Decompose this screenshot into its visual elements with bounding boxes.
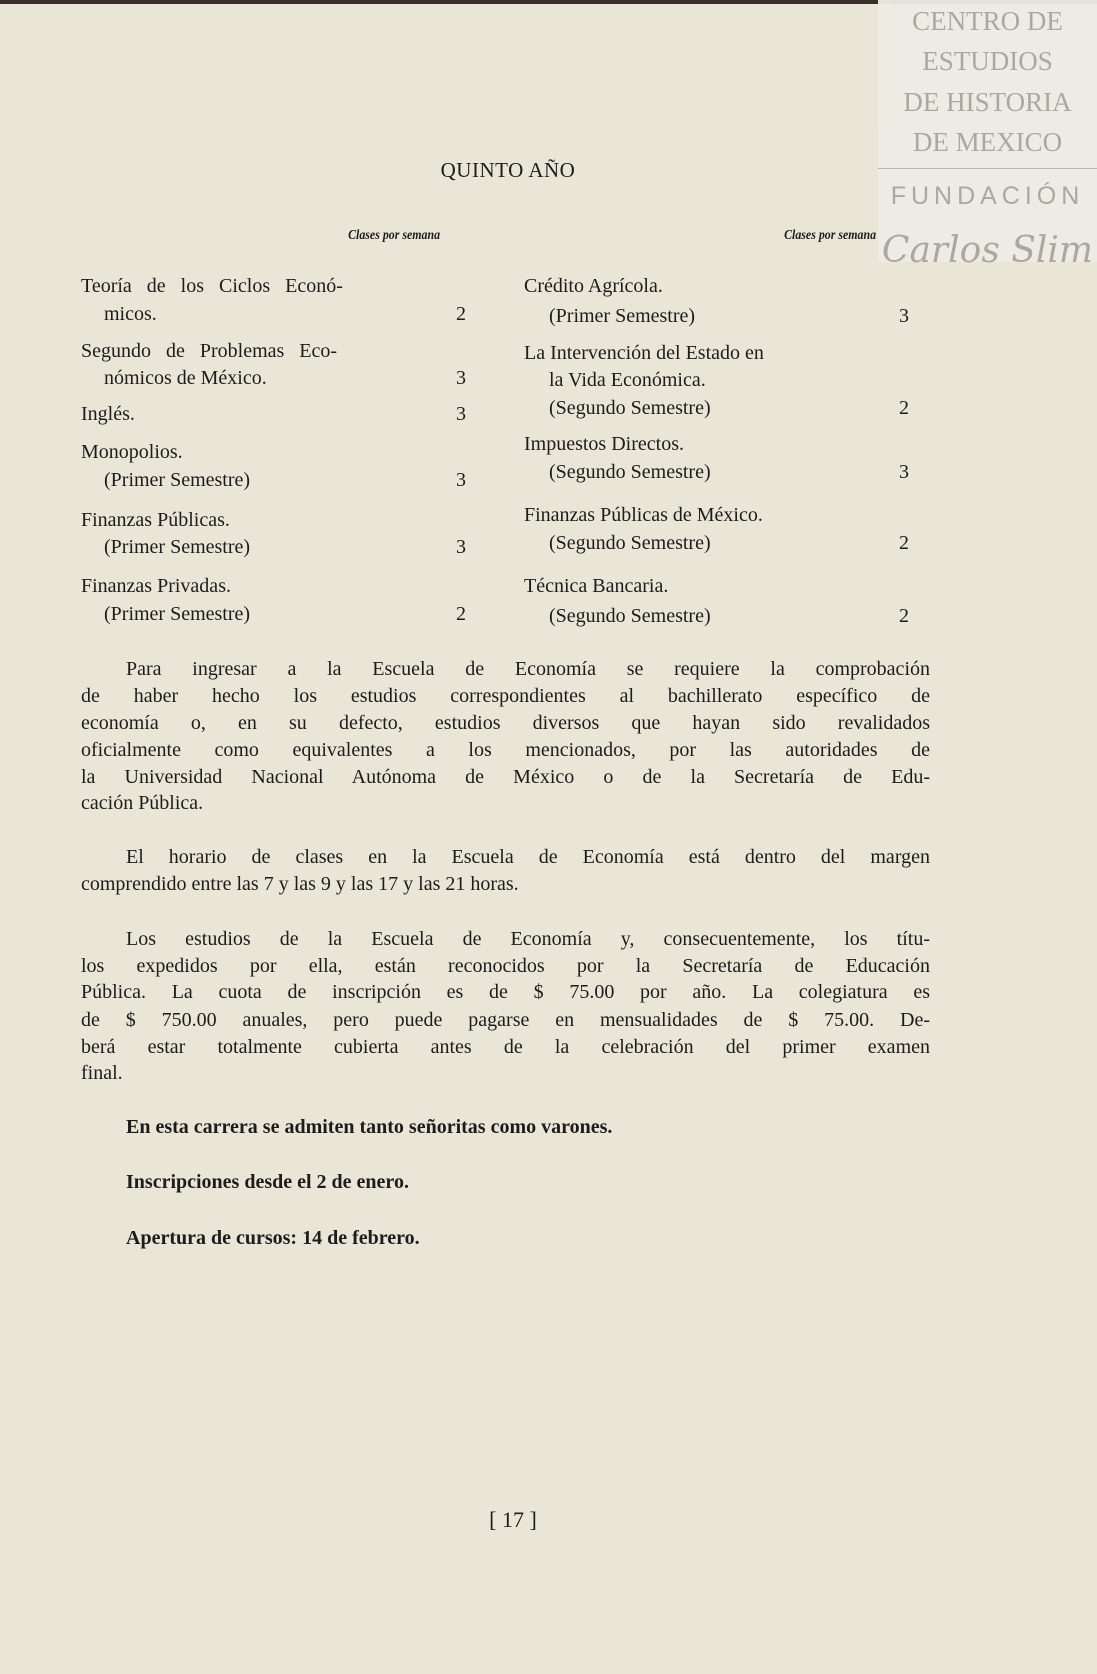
- paragraph-line: El horario de clases en la Escuela de Economía está dentro del margen: [126, 846, 930, 868]
- course-line: (Primer Semestre): [104, 469, 251, 491]
- course-line: (Segundo Semestre): [549, 605, 711, 627]
- paragraph-line: berá estar totalmente cubierta antes de la celebración del primer examen: [81, 1036, 930, 1058]
- course-hours: 2: [899, 397, 909, 419]
- paragraph-line: Apertura de cursos: 14 de febrero.: [126, 1227, 420, 1249]
- course-line: micos.: [104, 303, 157, 325]
- paragraph-line: Pública. La cuota de inscripción es de $ 75.00 por año. La colegiatura es: [81, 981, 930, 1003]
- course-line: Teoría de los Ciclos Econó-: [81, 275, 343, 297]
- paragraph-line: comprendido entre las 7 y las 9 y las 17 y las 21 horas.: [81, 873, 519, 895]
- course-hours: 3: [899, 305, 909, 327]
- course-line: Crédito Agrícola.: [524, 275, 663, 297]
- course-hours: 3: [456, 367, 466, 389]
- paragraph-line: oficialmente como equivalentes a los mencionados, por las autoridades de: [81, 739, 930, 761]
- paragraph-line: final.: [81, 1062, 123, 1084]
- paragraph-line: de haber hecho los estudios correspondientes al bachillerato específico de: [81, 685, 930, 707]
- paragraph-line: la Universidad Nacional Autónoma de México o de la Secretaría de Edu-: [81, 766, 930, 788]
- course-line: (Primer Semestre): [549, 305, 696, 327]
- course-hours: 2: [899, 605, 909, 627]
- course-hours: 2: [456, 603, 466, 625]
- watermark-line: ESTUDIOS: [922, 46, 1053, 76]
- page-title: QUINTO AÑO: [440, 158, 576, 182]
- paragraph-line: Los estudios de la Escuela de Economía y, consecuentemente, los títu-: [126, 928, 930, 950]
- paragraph-line: economía o, en su defecto, estudios diversos que hayan sido revalidados: [81, 712, 930, 734]
- course-line: nómicos de México.: [104, 367, 267, 389]
- paragraph-line: En esta carrera se admiten tanto señoritas como varones.: [126, 1116, 613, 1138]
- course-line: (Segundo Semestre): [549, 461, 711, 483]
- paragraph-line: de $ 750.00 anuales, pero puede pagarse en mensualidades de $ 75.00. De-: [81, 1009, 930, 1031]
- column-header-left: Clases por semana: [348, 228, 441, 243]
- paragraph-line: Inscripciones desde el 2 de enero.: [126, 1171, 409, 1193]
- watermark-signature: Carlos Slim: [881, 230, 1094, 271]
- course-line: Impuestos Directos.: [524, 433, 684, 455]
- course-hours: 2: [456, 303, 466, 325]
- paragraph-line: Para ingresar a la Escuela de Economía se requiere la comprobación: [126, 658, 930, 680]
- watermark-line: DE HISTORIA: [903, 87, 1072, 117]
- course-line: (Primer Semestre): [104, 603, 251, 625]
- course-line: (Segundo Semestre): [549, 397, 711, 419]
- watermark-line: CENTRO DE: [912, 6, 1063, 36]
- course-hours: 3: [899, 461, 909, 483]
- watermark-fundacion: FUNDACIÓN: [890, 182, 1085, 210]
- course-line: (Primer Semestre): [104, 536, 251, 558]
- course-line: Finanzas Privadas.: [81, 575, 231, 597]
- course-line: Segundo de Problemas Eco-: [81, 340, 338, 362]
- course-line: Monopolios.: [81, 441, 183, 463]
- watermark-line: DE MEXICO: [912, 127, 1063, 157]
- paragraph-line: los expedidos por ella, están reconocidos por la Secretaría de Educación: [81, 955, 930, 977]
- watermark: [878, 0, 1097, 271]
- course-hours: 2: [899, 532, 909, 554]
- course-line: (Segundo Semestre): [549, 532, 711, 554]
- course-hours: 3: [456, 469, 466, 491]
- course-hours: 3: [456, 536, 466, 558]
- column-header-right: Clases por semana: [784, 228, 877, 243]
- course-line: La Intervención del Estado en: [524, 342, 764, 364]
- course-line: Inglés.: [81, 403, 135, 425]
- course-line: Técnica Bancaria.: [524, 575, 669, 597]
- course-line: la Vida Económica.: [549, 369, 706, 391]
- course-hours: 3: [456, 403, 466, 425]
- course-line: Finanzas Públicas.: [81, 509, 230, 531]
- paragraph-line: cación Pública.: [81, 792, 204, 814]
- course-line: Finanzas Públicas de México.: [524, 504, 763, 526]
- page-number: [ 17 ]: [489, 1507, 537, 1532]
